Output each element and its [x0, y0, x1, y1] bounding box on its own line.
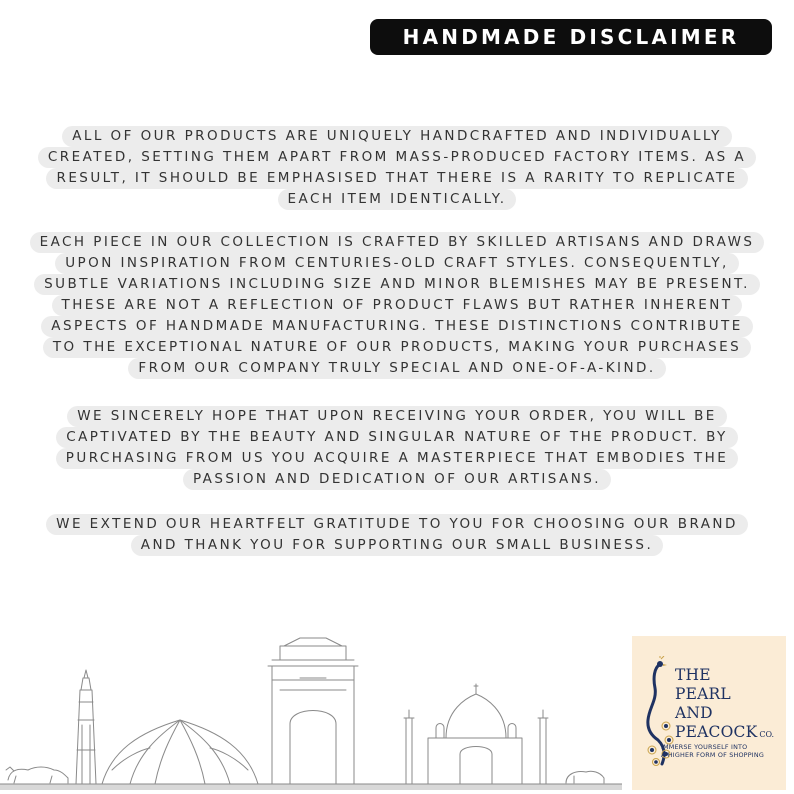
text-line: CREATED, SETTING THEM APART FROM MASS-PRODUCED FACTORY ITEMS. AS A: [38, 147, 756, 168]
india-gate-sketch: [268, 638, 358, 784]
text-line: UPON INSPIRATION FROM CENTURIES-OLD CRAFT STYLES. CONSEQUENTLY,: [55, 253, 739, 274]
text-line: SUBTLE VARIATIONS INCLUDING SIZE AND MINOR BLEMISHES MAY BE PRESENT.: [34, 274, 760, 295]
brand-suffix: CO.: [759, 730, 775, 739]
paragraph-hope: [0, 406, 794, 490]
tagline-line: IMMERSE YOURSELF INTO: [661, 743, 748, 751]
tiger-sketch: [6, 767, 68, 783]
text-line: EACH PIECE IN OUR COLLECTION IS CRAFTED BY SKILLED ARTISANS AND DRAWS: [30, 232, 765, 253]
page-title: HANDMADE DISCLAIMER: [402, 25, 740, 49]
text-line: EACH ITEM IDENTICALLY.: [278, 189, 517, 210]
brand-name: [675, 666, 774, 744]
brand-name-line: AND: [675, 704, 713, 722]
text-line: CAPTIVATED BY THE BEAUTY AND SINGULAR NATURE OF THE PRODUCT. BY: [56, 427, 737, 448]
text-line: PASSION AND DEDICATION OF OUR ARTISANS.: [183, 469, 611, 490]
text-line: THESE ARE NOT A REFLECTION OF PRODUCT FLAWS BUT RATHER INHERENT: [52, 295, 743, 316]
lotus-temple-sketch: [102, 720, 258, 784]
text-line: TO THE EXCEPTIONAL NATURE OF OUR PRODUCTS, MAKING YOUR PURCHASES: [43, 337, 751, 358]
brand-name-line: PEACOCK: [675, 723, 758, 741]
taj-mahal-sketch: [404, 684, 548, 784]
text-line: WE SINCERELY HOPE THAT UPON RECEIVING YOUR ORDER, YOU WILL BE: [67, 406, 727, 427]
paragraph-gratitude: [0, 514, 794, 556]
text-line: WE EXTEND OUR HEARTFELT GRATITUDE TO YOU FOR CHOOSING OUR BRAND: [46, 514, 748, 535]
text-line: AND THANK YOU FOR SUPPORTING OUR SMALL BUSINESS.: [131, 535, 663, 556]
ground-strip: [0, 784, 622, 790]
brand-tagline: [661, 743, 785, 759]
animal-sketch: [566, 771, 604, 783]
text-line: PURCHASING FROM US YOU ACQUIRE A MASTERPIECE THAT EMBODIES THE: [56, 448, 738, 469]
text-line: FROM OUR COMPANY TRULY SPECIAL AND ONE-OF-A-KIND.: [128, 358, 665, 379]
qutub-minar-sketch: [76, 670, 96, 784]
paragraph-intro: [0, 126, 794, 210]
paragraph-artisans: [0, 232, 794, 379]
text-line: RESULT, IT SHOULD BE EMPHASISED THAT THERE IS A RARITY TO REPLICATE: [46, 168, 747, 189]
brand-name-line: THE: [675, 666, 711, 684]
text-line: ASPECTS OF HANDMADE MANUFACTURING. THESE DISTINCTIONS CONTRIBUTE: [41, 316, 752, 337]
text-line: ALL OF OUR PRODUCTS ARE UNIQUELY HANDCRAFTED AND INDIVIDUALLY: [62, 126, 732, 147]
tagline-line: A HIGHER FORM OF SHOPPING: [661, 751, 765, 759]
brand-name-line: PEARL: [675, 685, 731, 703]
brand-logo-card: [632, 636, 786, 790]
title-badge: [370, 19, 772, 55]
india-monuments-skyline: [0, 620, 622, 794]
